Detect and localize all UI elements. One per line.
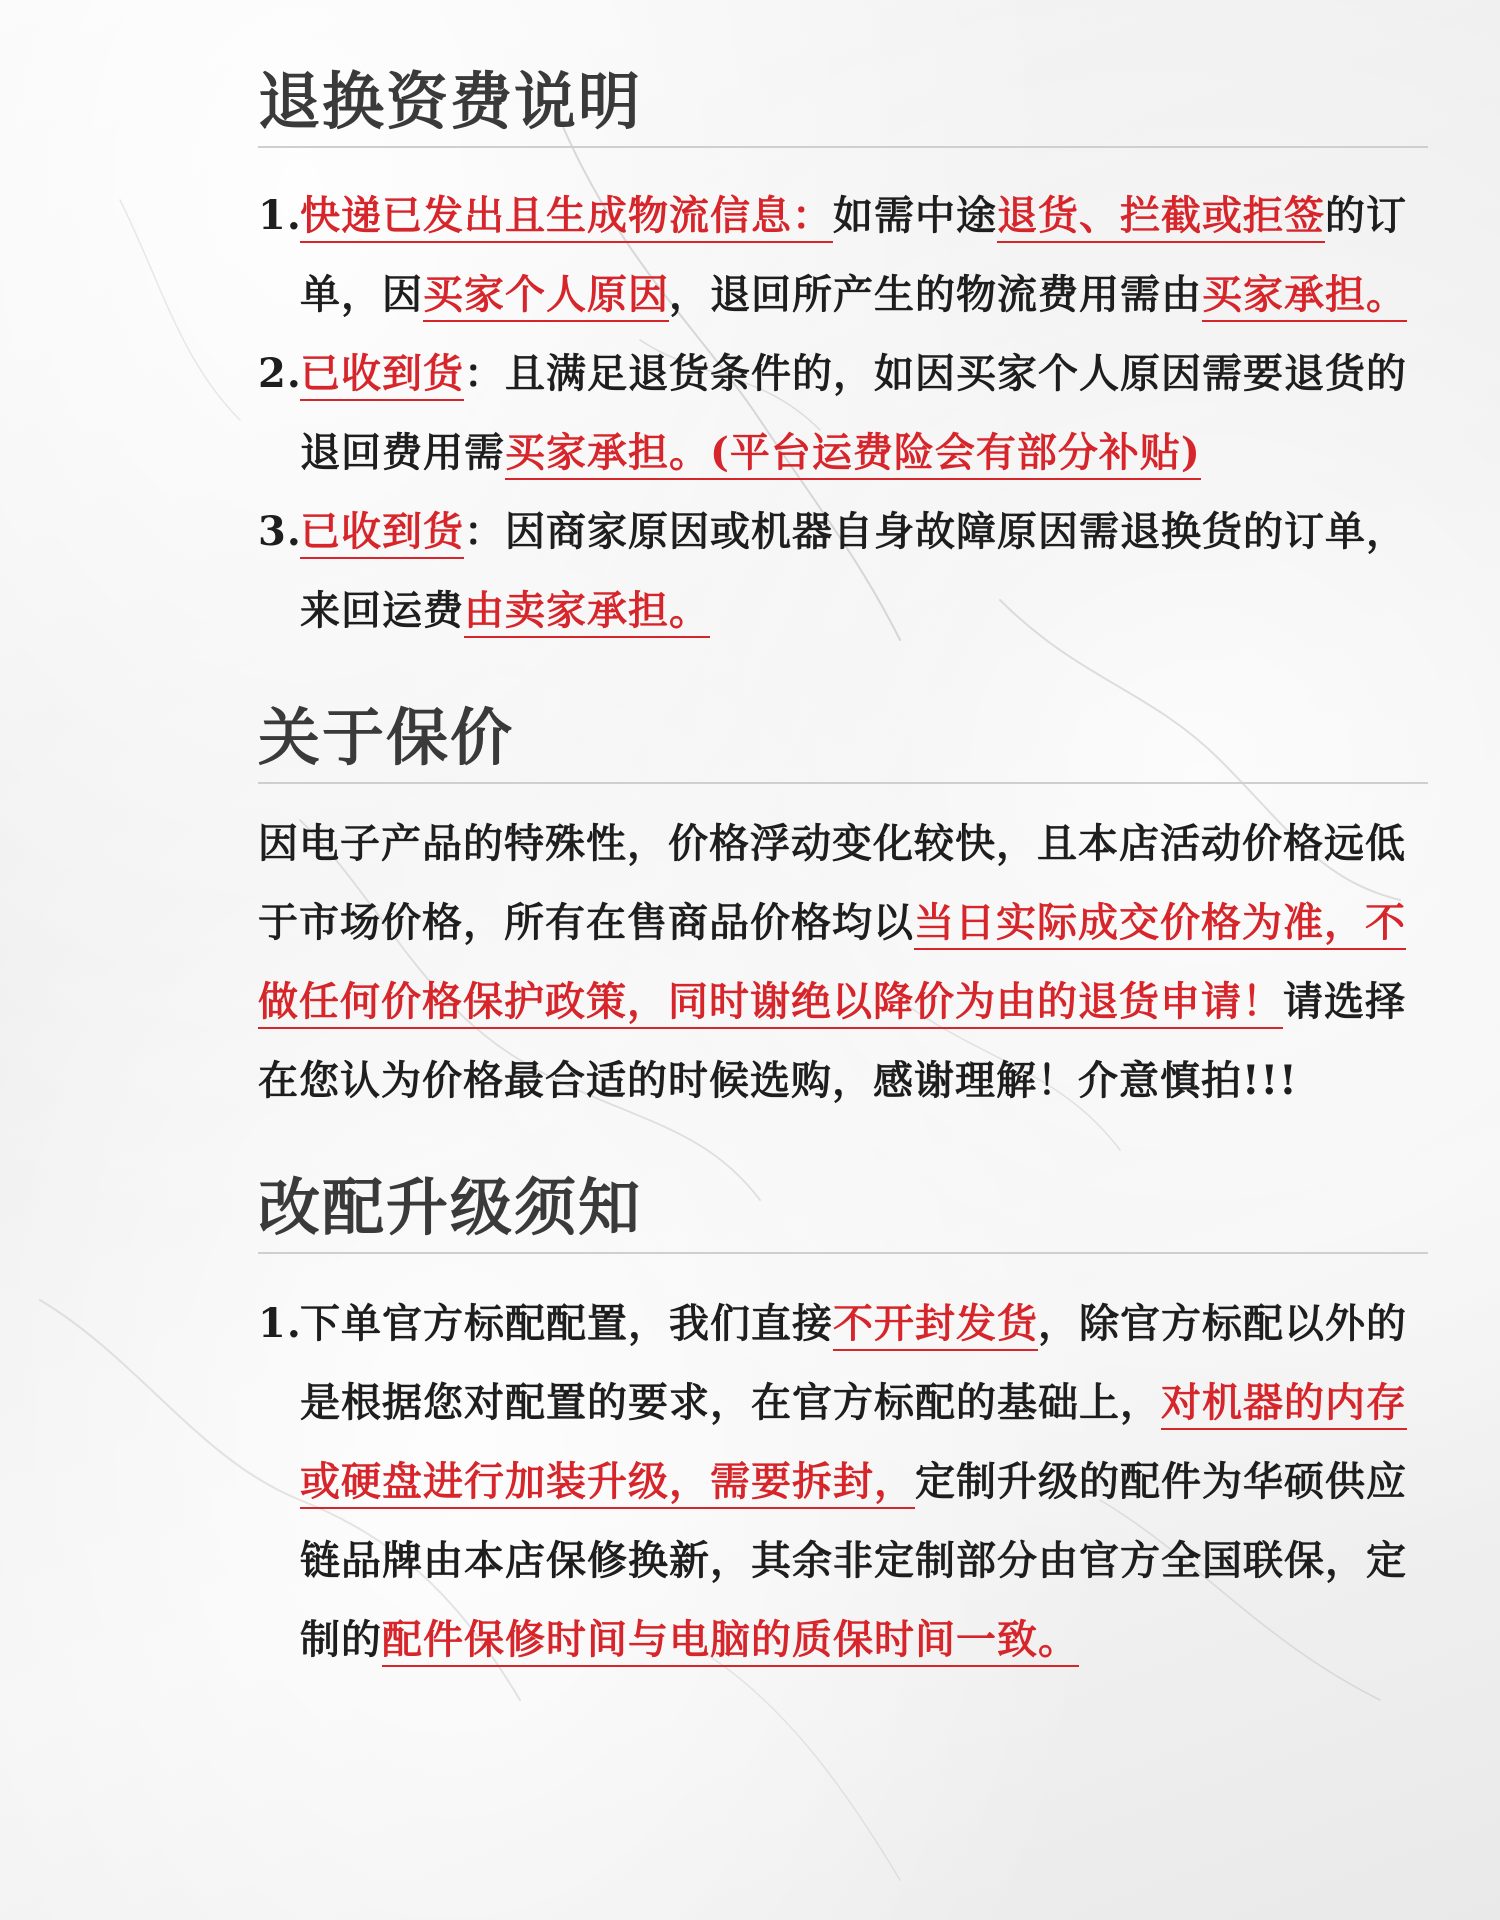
highlight-text: 买家承担。(平台运费险会有部分补贴)	[505, 429, 1201, 480]
body-text: 的订单，因	[300, 192, 1407, 318]
body-text: 请选择在您认为价格最合适的时候选购，感谢理解！介意慎拍!!!	[258, 978, 1406, 1104]
highlight-text: 当日实际成交价格为准，不做任何价格保护政策，同时谢绝以降价为由的退货申请！	[258, 899, 1406, 1029]
body-text: ：且满足退货条件的，如因买家个人原因需要退货的退回费用需	[300, 350, 1407, 476]
list-item	[258, 1284, 1428, 1679]
paragraph	[258, 804, 1428, 1120]
highlight-text: 配件保修时间与电脑的质保时间一致。	[382, 1616, 1079, 1667]
list-item	[258, 334, 1428, 492]
highlight-text: 不开封发货	[833, 1300, 1038, 1351]
list-item	[258, 176, 1428, 334]
highlight-text: 买家承担。	[1202, 271, 1407, 322]
body-text: 因电子产品的特殊性，价格浮动变化较快，且本店活动价格远低于市场价格，所有在售商品价格均以	[258, 820, 1406, 946]
item-number: 1.	[258, 1300, 302, 1347]
highlight-text: 买家个人原因	[423, 271, 669, 322]
highlight-text: 已收到货	[300, 350, 464, 401]
highlight-text: 对机器的内存或硬盘进行加装升级，需要拆封，	[300, 1379, 1407, 1509]
item-number: 1.	[258, 192, 302, 239]
section-title-refund-fees: 退换资费说明	[258, 65, 643, 138]
highlight-text: 退货、拦截或拒签	[997, 192, 1325, 243]
list-item	[258, 492, 1428, 650]
body-text: ，退回所产生的物流费用需由	[669, 271, 1202, 318]
item-number: 3.	[258, 508, 302, 555]
body-text: ：因商家原因或机器自身故障原因需退换货的订单，来回运费	[300, 508, 1407, 634]
highlight-text: 由卖家承担。	[464, 587, 710, 638]
item-number: 2.	[258, 350, 302, 397]
content	[258, 60, 1428, 1679]
highlight-text: 已收到货	[300, 508, 464, 559]
section-title-price-protection: 关于保价	[258, 701, 515, 774]
body-text: 定制升级的配件为华硕供应链品牌由本店保修换新，其余非定制部分由官方全国联保，定制的	[300, 1458, 1407, 1663]
highlight-text: 快递已发出且生成物流信息：	[300, 192, 833, 243]
body-text: ，除官方标配以外的是根据您对配置的要求，在官方标配的基础上，	[300, 1300, 1407, 1426]
body-text: 如需中途	[833, 192, 997, 239]
section-title-upgrade-notice: 改配升级须知	[258, 1171, 643, 1244]
body-text: 下单官方标配配置，我们直接	[300, 1300, 833, 1347]
